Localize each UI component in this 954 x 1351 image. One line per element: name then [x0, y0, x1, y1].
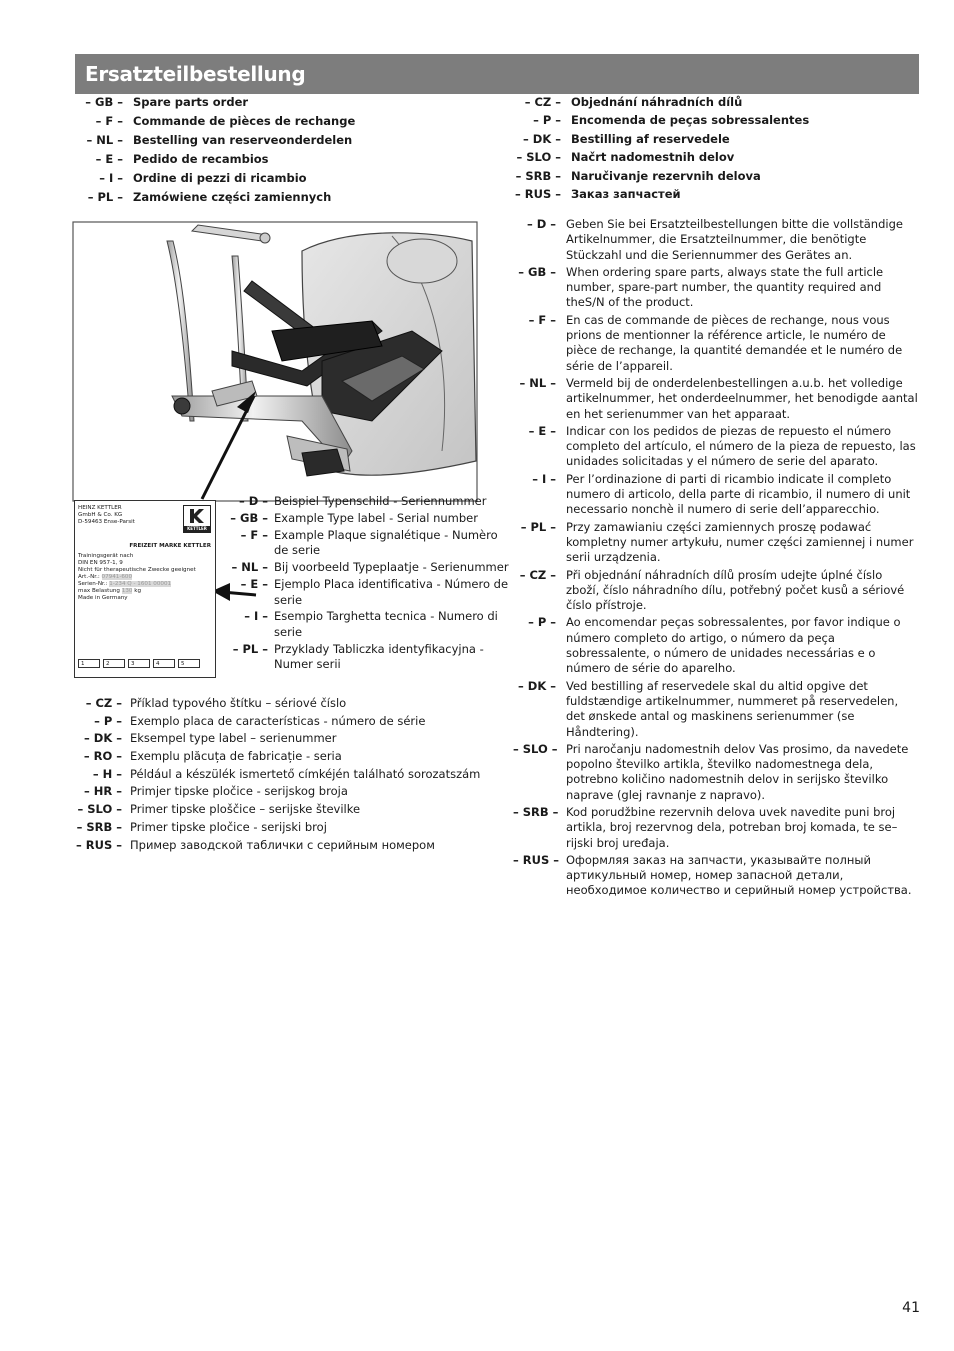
plate-company: HEINZ KETTLER GmbH & Co. KG D-59463 Ense-Parsit [78, 505, 135, 525]
paragraph: – PL – Przy zamawianiu części zamiennych proszę podawać kompletny numer artykułu, numer części zamiennej i numer serii urządzenia. [520, 519, 914, 565]
list-item: – I – Esempio Targhetta tecnica - Numero di serie [244, 609, 498, 639]
list-item: – NL – Bestelling van reserveonderdelen [86, 133, 353, 147]
list-item: – F – Commande de pièces de rechange [95, 114, 356, 128]
paragraph: – SLO – Pri naročanju nadomestnih delov Vas prosimo, da navedete popolno številko artikla, številko nadomestnega dela, potrebno količino nadomestnih delov in serijsko številko naprave (glej ravnanje z napravo). [513, 741, 909, 802]
list-item: – P – Exemplo placa de características - número de série [94, 713, 426, 728]
plate-max-load: max Belastung 130 kg [78, 588, 142, 594]
plate-serial-number: Serien-Nr.: 1-234 Q - 1601 00001 [78, 581, 172, 587]
list-item: – GB – Spare parts order [85, 95, 249, 109]
list-item: – H – Például a készülék ismertető címkéjén található sorozatszám [92, 766, 481, 781]
example-list [75, 695, 515, 854]
paragraph: – CZ – Při objednání náhradních dílů prosím udejte úplné číslo zboží, číslo náhradního dílu, potřebný počet kusů a sériové číslo přístroje. [519, 567, 905, 613]
list-item: – DK – Eksempel type label – serienummer [84, 731, 337, 746]
list-item: – SRB – Naručivanje rezervnih delova [515, 168, 761, 183]
list-item: – HR – Primjer tipske pločice - serijskog broja [84, 784, 348, 799]
page-title: Ersatzteilbestellung [85, 62, 306, 86]
paragraph: – RUS – Оформляя заказ на запчасти, указывайте полный артикульный номер, номер запасной детали, необходимое количество и серийный номер устройства. [513, 852, 912, 898]
paragraph: – E – Indicar con los pedidos de piezas de repuesto el número completo del artículo, el número de la pieza de repuesto, las unidades solicitadas y el número de serie del aparato. [528, 423, 916, 469]
caption-list [230, 494, 515, 674]
page-number: 41 [902, 1300, 920, 1316]
paragraph: – F – En cas de commande de pièces de rechange, nous vous prions de mentionner la référence article, le numéro de pièce de rechange, la quantité demandée et le numéro de série de l’appareil. [528, 312, 903, 373]
list-item: – RUS – Пример заводской таблички с серийным номером [76, 837, 435, 852]
kettler-k-icon [188, 508, 206, 524]
plate-boxes: 1 2 3 4 5 [78, 659, 203, 668]
list-item: – DK – Bestilling af reservedele [523, 131, 730, 146]
list-item: – RO – Exemplu plăcuța de fabricație - seria [83, 749, 342, 764]
list-item: – E – Pedido de recambios [95, 152, 269, 166]
paragraph: – GB – When ordering spare parts, always state the full article number, spare-part number, the quantity required and theS/N of the product. [518, 264, 884, 310]
list-item: – PL – Przyklady Tabliczka identyfikacyjna - Numer serii [232, 641, 484, 672]
header-bar [75, 54, 919, 94]
kettler-logo: KETTLER [183, 505, 211, 533]
list-item: – I – Ordine di pezzi di ricambio [99, 171, 307, 185]
list-item: – PL – Zamówiene części zamiennych [87, 190, 332, 204]
list-item: – SLO – Primer tipske ploščice – serijske številke [77, 802, 361, 817]
list-item: – E – Ejemplo Placa identificativa - Número de serie [240, 577, 509, 607]
list-item: – D – Beispiel Typenschild - Seriennummer [238, 494, 487, 508]
list-item: – CZ – Příklad typového štítku – sériové číslo [85, 696, 347, 710]
plate-specs: Trainingsgerät nach DIN EN 957-1, 9 Nicht für therapeutische Zwecke geeignet Art.-Nr.: 07941-600 Serien-Nr.: 1-234 Q - 1601 00001 max Belastung 130 kg Made in Germany [78, 553, 213, 602]
plate-article-number: Art.-Nr.: 07941-600 [78, 574, 133, 580]
list-item: – SLO – Načrt nadomestnih delov [516, 150, 735, 165]
list-item: – SRB – Primer tipske pločice - serijski broj [76, 819, 327, 834]
paragraph: – DK – Ved bestilling af reservedele skal du altid opgive det fuldstændige artikelnummer, nummeret på reservedelen, det ønskede antal og maskinens serienummer (se Håndtering). [518, 678, 899, 739]
list-item: – NL – Bij voorbeeld Typeplaatje - Serienummer [231, 560, 509, 575]
list-item: – P – Encomenda de peças sobressalentes [533, 113, 810, 128]
paragraph: – SRB – Kod porudžbine rezervnih delova uvek navedite puni broj artikla, broj rezervnog dela, potreban broj komada, te se– rijski broj uređaja. [513, 804, 898, 850]
list-item: – F – Example Plaque signalétique - Numèro de serie [240, 527, 498, 558]
list-item: – CZ – Objednání náhradních dílů [524, 95, 743, 109]
list-item: – GB – Example Type label - Serial number [230, 510, 478, 525]
type-plate: HEINZ KETTLER GmbH & Co. KG D-59463 Ense-Parsit KETTLER FREIZEIT MARKE KETTLER Trainingsgerät nach DIN EN 957-1, 9 Nicht für therapeutische Zwecke geeignet Art.-Nr.: 07941-600 Serien-Nr.: 1-234 Q - 1601 00001 max Belastung 130 kg Made in Germany 1 2 3 4 5 [74, 500, 216, 678]
paragraph: – D – Geben Sie bei Ersatzteilbestellungen bitte die vollständige Artikelnummer, die Ersatzteilnummer, die benötigte Stückzahl und die Seriennummer des Gerätes an. [526, 217, 903, 262]
instruction-paragraphs [513, 217, 919, 901]
paragraph: – NL – Vermeld bij de onderdelenbestellingen a.u.b. het volledige artikelnummer, het onderdeelnummer, het benodigde aantal en het serienummer van het apparaat. [519, 375, 918, 421]
language-list-left [75, 94, 475, 208]
language-list-right [513, 94, 918, 204]
paragraph: – I – Per l’ordinazione di parti di ricambio indicate il completo numero di articolo, della parte di ricambio, il numero di unit necessario nonchè il numero di serie dell’apparecchio. [532, 471, 911, 517]
list-item: – RUS – Заказ запчастей [515, 186, 681, 201]
paragraph: – P – Ao encomendar peças sobressalentes, por favor indique o número completo do artigo, o número da peça sobressalente, o número de unidades necessárias e o número de série do aparelho. [528, 615, 901, 676]
